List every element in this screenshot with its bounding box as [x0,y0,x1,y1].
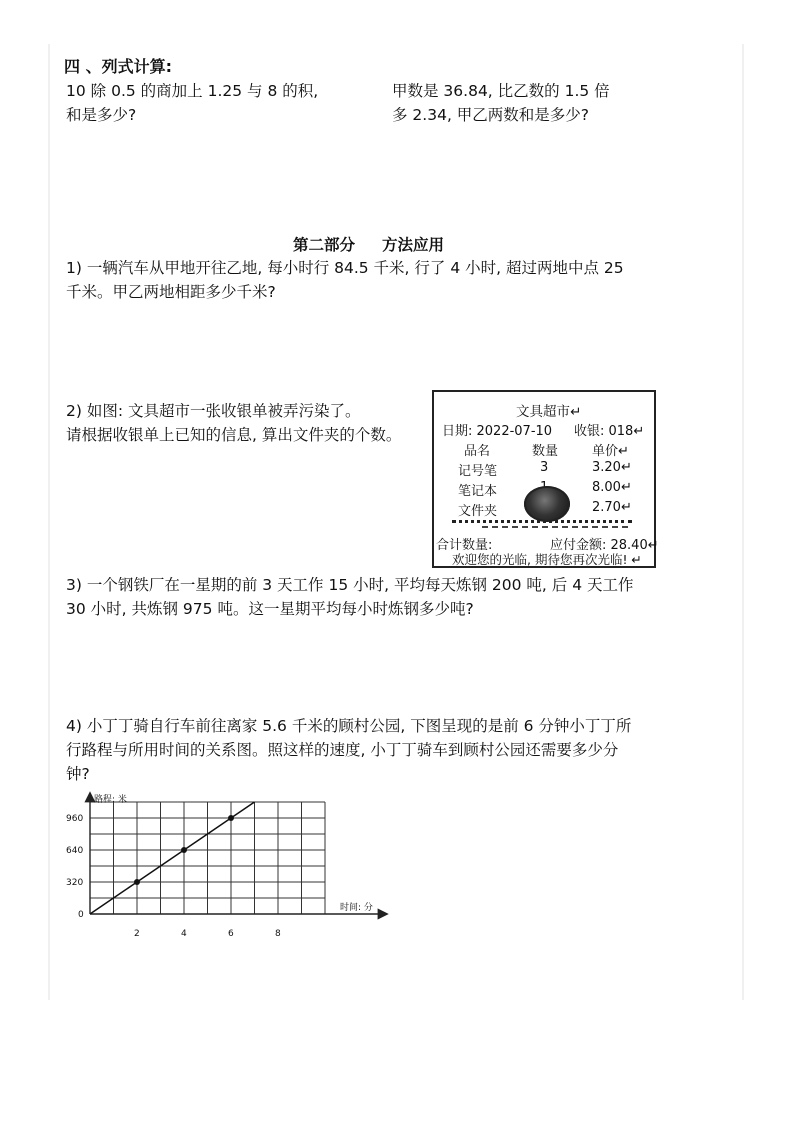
receipt-row-price: 2.70↵ [592,500,632,515]
receipt-cashier: 收银: 018↵ [574,424,645,439]
x-tick-label: 6 [228,929,234,939]
problem-1-line2: 千米。甲乙两地相距多少千米? [66,283,276,301]
receipt-row-qty: 3 [540,460,549,475]
receipt-total-qty-label: 合计数量: [436,538,493,553]
section-heading: 四 、列式计算: [64,57,172,76]
receipt-row-name: 笔记本 [458,484,498,499]
question-right-line1: 甲数是 36.84, 比乙数的 1.5 倍 [392,82,610,100]
distance-time-chart [60,788,400,948]
problem-1-line1: 1) 一辆汽车从甲地开往乙地, 每小时行 84.5 千米, 行了 4 小时, 超过两地中点 25 [66,259,624,277]
page-edge-left [48,44,50,1000]
data-point [228,815,234,821]
ink-stain [524,486,570,522]
data-point [181,847,187,853]
data-point [134,879,140,885]
question-right-line2: 多 2.34, 甲乙两数和是多少? [392,106,590,124]
x-tick-label: 8 [275,929,281,939]
question-left-line1: 10 除 0.5 的商加上 1.25 与 8 的积, [66,82,319,100]
chart-axes [90,794,386,914]
chart-grid [90,802,325,914]
x-axis-label: 时间: 分 [340,903,373,913]
receipt-header-price: 单价↵ [592,444,629,459]
problem-2-line1: 2) 如图: 文具超市一张收银单被弄污染了。 [66,402,361,420]
problem-3-line1: 3) 一个钢铁厂在一星期的前 3 天工作 15 小时, 平均每天炼钢 200 吨, 后 4 天工作 [66,576,634,594]
x-tick-label: 2 [134,929,140,939]
y-axis-label: 路程: 米 [94,795,127,805]
origin-label: 0 [78,910,84,920]
receipt-date: 日期: 2022-07-10 [442,424,553,439]
problem-2-line2: 请根据收银单上已知的信息, 算出文件夹的个数。 [66,426,402,444]
y-tick-label: 640 [66,846,84,856]
page-edge-right [742,44,744,1000]
receipt-header-qty: 数量 [532,444,559,459]
x-tick-label: 4 [181,929,187,939]
part-title: 第二部分 [293,236,356,254]
receipt-wavy-divider [482,526,628,528]
receipt-dotted-divider [452,520,632,523]
problem-4-line2: 行路程与所用时间的关系图。照这样的速度, 小丁丁骑车到顾村公园还需要多少分 [66,741,619,759]
receipt-header-name: 品名 [464,444,491,459]
question-left-line2: 和是多少? [66,106,137,124]
chart-series [90,802,255,914]
problem-4-line3: 钟? [66,765,90,783]
problem-4-line1: 4) 小丁丁骑自行车前往离家 5.6 千米的顾村公园, 下图呈现的是前 6 分钟小丁丁所 [66,717,632,735]
receipt-row-price: 8.00↵ [592,480,632,495]
y-tick-label: 960 [66,814,84,824]
receipt-footer: 欢迎您的光临, 期待您再次光临! ↵ [452,552,642,567]
y-tick-label: 320 [66,878,84,888]
receipt [432,390,659,568]
receipt-row-name: 记号笔 [458,464,498,479]
receipt-total-amount: 应付金额: 28.40↵ [550,538,659,553]
receipt-row-name: 文件夹 [458,504,498,519]
receipt-row-price: 3.20↵ [592,460,632,475]
problem-3-line2: 30 小时, 共炼钢 975 吨。这一星期平均每小时炼钢多少吨? [66,600,474,618]
receipt-store-name: 文具超市↵ [516,404,582,420]
part-subtitle: 方法应用 [382,236,445,254]
